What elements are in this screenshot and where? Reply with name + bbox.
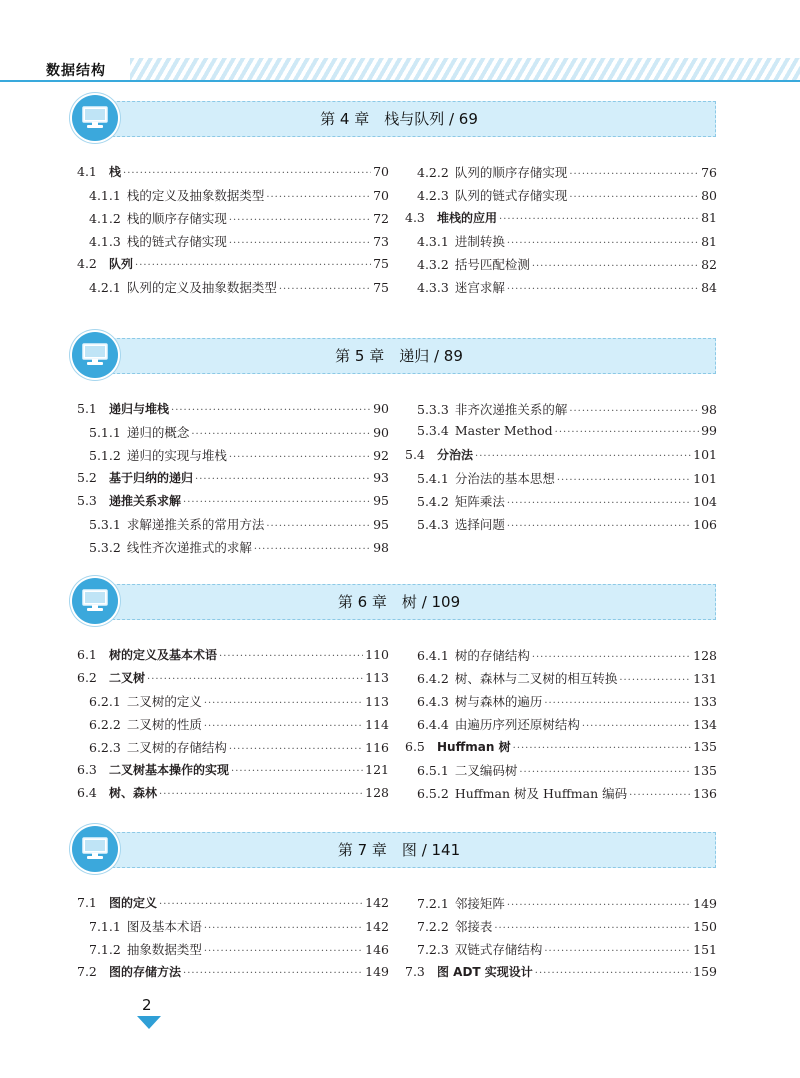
section-title: 邻接表 bbox=[454, 919, 493, 934]
dot-leader bbox=[135, 260, 371, 271]
section-title: 图的存储方法 bbox=[109, 965, 182, 979]
chapter-title: 第 6 章 树 / 109 bbox=[337, 593, 461, 611]
toc-entry[interactable] bbox=[77, 163, 389, 183]
section-title: 迷宫求解 bbox=[454, 280, 505, 295]
section-number: 6.2.3 bbox=[89, 740, 121, 755]
section-number: 7.2.2 bbox=[417, 919, 449, 934]
page-ref: 92 bbox=[373, 448, 389, 463]
page-ref: 81 bbox=[701, 210, 717, 225]
running-header bbox=[0, 58, 800, 84]
monitor-icon bbox=[72, 95, 118, 141]
page-ref: 90 bbox=[373, 401, 389, 416]
toc-entry[interactable] bbox=[405, 446, 717, 466]
dot-leader bbox=[569, 406, 699, 417]
chapter-banner bbox=[72, 578, 720, 624]
section-title: 二叉编码树 bbox=[454, 763, 518, 778]
section-title: 递推关系求解 bbox=[109, 494, 182, 508]
toc-entry[interactable] bbox=[417, 784, 717, 804]
section-number: 4.2 bbox=[77, 256, 97, 271]
toc-entry[interactable] bbox=[77, 469, 389, 489]
toc-entry[interactable] bbox=[89, 446, 389, 466]
page-ref: 133 bbox=[693, 694, 717, 709]
section-title: 由遍历序列还原树结构 bbox=[454, 717, 580, 732]
page-ref: 151 bbox=[693, 942, 717, 957]
page-ref: 113 bbox=[365, 670, 389, 685]
section-title: 进制转换 bbox=[454, 234, 505, 249]
page-ref: 131 bbox=[693, 671, 717, 686]
toc-entry[interactable] bbox=[89, 186, 389, 206]
page-ref: 70 bbox=[373, 164, 389, 179]
section-title: 非齐次递推关系的解 bbox=[454, 402, 568, 417]
section-number: 5.4 bbox=[405, 447, 425, 462]
toc-entry[interactable] bbox=[89, 738, 389, 758]
dot-leader bbox=[494, 923, 691, 934]
page-ref: 101 bbox=[693, 447, 717, 462]
section-title: 二叉树的定义 bbox=[126, 694, 202, 709]
section-title: 邻接矩阵 bbox=[454, 896, 505, 911]
monitor-icon bbox=[72, 332, 118, 378]
section-title: 括号匹配检测 bbox=[454, 257, 530, 272]
section-number: 7.1 bbox=[77, 895, 97, 910]
section-number: 6.5 bbox=[405, 739, 425, 754]
toc-entry[interactable] bbox=[77, 255, 389, 275]
toc-entry[interactable] bbox=[417, 940, 717, 960]
toc-entry[interactable] bbox=[417, 894, 717, 914]
page-ref: 101 bbox=[693, 471, 717, 486]
section-title: Master Method bbox=[454, 423, 553, 438]
dot-leader bbox=[123, 168, 371, 179]
book-title: 数据结构 bbox=[46, 63, 106, 79]
section-title: 二叉树 bbox=[109, 671, 146, 685]
page-ref: 149 bbox=[365, 964, 389, 979]
section-number: 5.3.2 bbox=[89, 540, 121, 555]
section-number: 7.2 bbox=[77, 964, 97, 979]
toc-entry[interactable] bbox=[417, 423, 717, 443]
section-number: 5.3.4 bbox=[417, 423, 449, 438]
page-ref: 98 bbox=[373, 540, 389, 555]
section-title: 线性齐次递推式的求解 bbox=[126, 540, 252, 555]
toc-entry[interactable] bbox=[89, 715, 389, 735]
section-number: 7.3 bbox=[405, 964, 425, 979]
section-number: 6.1 bbox=[77, 647, 97, 662]
dot-leader bbox=[513, 743, 692, 754]
section-title: 树与森林的遍历 bbox=[454, 694, 543, 709]
section-number: 6.5.2 bbox=[417, 786, 449, 801]
toc-entry[interactable] bbox=[417, 186, 717, 206]
toc-entry[interactable] bbox=[417, 715, 717, 735]
page-ref: 95 bbox=[373, 493, 389, 508]
page-ref: 76 bbox=[701, 165, 717, 180]
section-number: 7.1.1 bbox=[89, 919, 121, 934]
page-ref: 106 bbox=[693, 517, 717, 532]
page-ref: 150 bbox=[693, 919, 717, 934]
toc-entry[interactable] bbox=[417, 400, 717, 420]
dot-leader bbox=[629, 790, 691, 801]
section-number: 6.4.3 bbox=[417, 694, 449, 709]
page-ref: 142 bbox=[365, 919, 389, 934]
section-title: Huffman 树 bbox=[437, 740, 511, 754]
toc-entry[interactable] bbox=[417, 761, 717, 781]
section-title: 双链式存储结构 bbox=[454, 942, 543, 957]
dot-leader bbox=[507, 238, 699, 249]
section-title: 递归的实现与堆栈 bbox=[126, 448, 227, 463]
page-ref: 80 bbox=[701, 188, 717, 203]
section-title: 树、森林 bbox=[109, 786, 158, 800]
dot-leader bbox=[569, 192, 699, 203]
dot-leader bbox=[507, 521, 691, 532]
toc-entry[interactable] bbox=[89, 940, 389, 960]
dot-leader bbox=[535, 968, 691, 979]
dot-leader bbox=[507, 284, 699, 295]
section-title: 栈的顺序存储实现 bbox=[126, 211, 227, 226]
dot-leader bbox=[219, 651, 363, 662]
section-number: 4.2.2 bbox=[417, 165, 449, 180]
dot-leader bbox=[204, 923, 363, 934]
page-ref: 72 bbox=[373, 211, 389, 226]
section-number: 6.2 bbox=[77, 670, 97, 685]
section-number: 5.4.1 bbox=[417, 471, 449, 486]
dot-leader bbox=[183, 968, 363, 979]
dot-leader bbox=[191, 429, 371, 440]
section-number: 5.4.3 bbox=[417, 517, 449, 532]
section-number: 6.4.2 bbox=[417, 671, 449, 686]
monitor-icon bbox=[72, 578, 118, 624]
section-number: 4.3.3 bbox=[417, 280, 449, 295]
section-number: 4.3 bbox=[405, 210, 425, 225]
toc-entry[interactable] bbox=[89, 278, 389, 298]
section-title: 二叉树的存储结构 bbox=[126, 740, 227, 755]
dot-leader bbox=[544, 698, 691, 709]
toc-entry[interactable] bbox=[417, 163, 717, 183]
toc-entry[interactable] bbox=[77, 669, 389, 689]
toc-entry[interactable] bbox=[77, 646, 389, 666]
toc-entry[interactable] bbox=[417, 917, 717, 937]
dot-leader bbox=[229, 744, 363, 755]
toc-entry[interactable] bbox=[417, 515, 717, 535]
section-title: 递归的概念 bbox=[126, 425, 190, 440]
section-title: 选择问题 bbox=[454, 517, 505, 532]
section-title: 图及基本术语 bbox=[126, 919, 202, 934]
page-ref: 99 bbox=[701, 423, 717, 438]
dot-leader bbox=[147, 674, 363, 685]
toc-entry[interactable] bbox=[77, 963, 389, 983]
toc-entry[interactable] bbox=[77, 400, 389, 420]
toc-entry[interactable] bbox=[77, 784, 389, 804]
dot-leader bbox=[557, 475, 691, 486]
dot-leader bbox=[231, 766, 363, 777]
section-title: 树、森林与二叉树的相互转换 bbox=[454, 671, 618, 686]
page-ref: 75 bbox=[373, 256, 389, 271]
chapter-title: 第 5 章 递归 / 89 bbox=[335, 347, 463, 365]
section-number: 4.1.1 bbox=[89, 188, 121, 203]
dot-leader bbox=[544, 946, 691, 957]
dot-leader bbox=[619, 675, 691, 686]
section-number: 5.1.1 bbox=[89, 425, 121, 440]
chapter-banner bbox=[72, 332, 720, 378]
page-ref: 75 bbox=[373, 280, 389, 295]
dot-leader bbox=[519, 767, 691, 778]
section-number: 5.1 bbox=[77, 401, 97, 416]
section-number: 5.3 bbox=[77, 493, 97, 508]
toc-entry[interactable] bbox=[417, 278, 717, 298]
section-title: 队列的链式存储实现 bbox=[454, 188, 568, 203]
toc-entry[interactable] bbox=[89, 538, 389, 558]
section-title: 树的定义及基本术语 bbox=[109, 648, 218, 662]
dot-leader bbox=[532, 652, 691, 663]
page-ref: 135 bbox=[693, 763, 717, 778]
section-number: 6.4.4 bbox=[417, 717, 449, 732]
page-ref: 128 bbox=[365, 785, 389, 800]
dot-leader bbox=[229, 238, 371, 249]
dot-leader bbox=[569, 169, 699, 180]
section-title: 栈的链式存储实现 bbox=[126, 234, 227, 249]
page-ref: 93 bbox=[373, 470, 389, 485]
toc-entry[interactable] bbox=[405, 963, 717, 983]
dot-leader bbox=[183, 497, 371, 508]
section-number: 7.1.2 bbox=[89, 942, 121, 957]
section-title: 图的定义 bbox=[109, 896, 158, 910]
section-title: 二叉树基本操作的实现 bbox=[109, 763, 230, 777]
toc-entry[interactable] bbox=[89, 232, 389, 252]
toc-entry[interactable] bbox=[417, 646, 717, 666]
section-title: 抽象数据类型 bbox=[126, 942, 202, 957]
section-number: 4.1.3 bbox=[89, 234, 121, 249]
section-title: 队列的顺序存储实现 bbox=[454, 165, 568, 180]
dot-leader bbox=[171, 405, 371, 416]
toc-entry[interactable] bbox=[89, 917, 389, 937]
chapter-title: 第 7 章 图 / 141 bbox=[337, 841, 461, 859]
section-number: 4.2.3 bbox=[417, 188, 449, 203]
section-number: 6.2.2 bbox=[89, 717, 121, 732]
section-number: 4.3.2 bbox=[417, 257, 449, 272]
section-number: 6.5.1 bbox=[417, 763, 449, 778]
toc-entry[interactable] bbox=[89, 423, 389, 443]
page-ref: 73 bbox=[373, 234, 389, 249]
dot-leader bbox=[204, 946, 363, 957]
dot-leader bbox=[532, 261, 699, 272]
dot-leader bbox=[507, 900, 691, 911]
section-number: 6.2.1 bbox=[89, 694, 121, 709]
dot-leader bbox=[475, 451, 691, 462]
section-number: 5.3.1 bbox=[89, 517, 121, 532]
page-ref: 110 bbox=[365, 647, 389, 662]
toc-entry[interactable] bbox=[417, 469, 717, 489]
page-ref: 134 bbox=[693, 717, 717, 732]
chapter-banner bbox=[72, 826, 720, 872]
toc-entry[interactable] bbox=[417, 669, 717, 689]
section-title: 队列 bbox=[109, 257, 134, 271]
toc-entry[interactable] bbox=[405, 738, 717, 758]
page-ref: 146 bbox=[365, 942, 389, 957]
page-ref: 104 bbox=[693, 494, 717, 509]
chapter-banner bbox=[72, 95, 720, 141]
dot-leader bbox=[266, 192, 371, 203]
section-title: 栈 bbox=[109, 165, 122, 179]
page-ref: 142 bbox=[365, 895, 389, 910]
section-title: 队列的定义及抽象数据类型 bbox=[126, 280, 277, 295]
page-ref: 95 bbox=[373, 517, 389, 532]
section-number: 4.1.2 bbox=[89, 211, 121, 226]
section-title: Huffman 树及 Huffman 编码 bbox=[454, 786, 628, 801]
dot-leader bbox=[229, 452, 371, 463]
dot-leader bbox=[582, 721, 691, 732]
section-title: 基于归纳的递归 bbox=[109, 471, 194, 485]
page-ref: 84 bbox=[701, 280, 717, 295]
page-ref: 136 bbox=[693, 786, 717, 801]
page-ref: 135 bbox=[693, 739, 717, 754]
dot-leader bbox=[555, 427, 699, 438]
section-title: 分治法 bbox=[437, 448, 474, 462]
section-number: 6.3 bbox=[77, 762, 97, 777]
section-number: 5.1.2 bbox=[89, 448, 121, 463]
dot-leader bbox=[499, 214, 699, 225]
triangle-down-icon bbox=[137, 1016, 161, 1029]
dot-leader bbox=[159, 899, 363, 910]
header-rule bbox=[0, 80, 800, 82]
section-number: 4.1 bbox=[77, 164, 97, 179]
toc-entry[interactable] bbox=[417, 255, 717, 275]
toc-entry[interactable] bbox=[89, 515, 389, 535]
page-ref: 114 bbox=[365, 717, 389, 732]
dot-leader bbox=[229, 215, 371, 226]
toc-entry[interactable] bbox=[417, 232, 717, 252]
section-number: 5.4.2 bbox=[417, 494, 449, 509]
page-ref: 98 bbox=[701, 402, 717, 417]
section-title: 堆栈的应用 bbox=[437, 211, 498, 225]
page-ref: 159 bbox=[693, 964, 717, 979]
section-number: 4.2.1 bbox=[89, 280, 121, 295]
dot-leader bbox=[204, 721, 363, 732]
monitor-icon bbox=[72, 826, 118, 872]
section-number: 6.4.1 bbox=[417, 648, 449, 663]
page-ref: 81 bbox=[701, 234, 717, 249]
section-title: 求解递推关系的常用方法 bbox=[126, 517, 265, 532]
toc-entry[interactable] bbox=[77, 492, 389, 512]
section-number: 5.2 bbox=[77, 470, 97, 485]
toc-entry[interactable] bbox=[89, 692, 389, 712]
dot-leader bbox=[159, 789, 363, 800]
section-title: 矩阵乘法 bbox=[454, 494, 505, 509]
section-number: 7.2.3 bbox=[417, 942, 449, 957]
section-number: 6.4 bbox=[77, 785, 97, 800]
page-ref: 113 bbox=[365, 694, 389, 709]
toc-entry[interactable] bbox=[77, 761, 389, 781]
toc-entry[interactable] bbox=[417, 692, 717, 712]
section-title: 图 ADT 实现设计 bbox=[437, 965, 533, 979]
dot-leader bbox=[507, 498, 691, 509]
section-number: 4.3.1 bbox=[417, 234, 449, 249]
page-number: 2 bbox=[142, 996, 152, 1014]
page-ref: 128 bbox=[693, 648, 717, 663]
toc-entry[interactable] bbox=[89, 209, 389, 229]
page-ref: 70 bbox=[373, 188, 389, 203]
page-ref: 116 bbox=[365, 740, 389, 755]
toc-entry[interactable] bbox=[417, 492, 717, 512]
page-ref: 149 bbox=[693, 896, 717, 911]
dot-leader bbox=[279, 284, 371, 295]
section-title: 递归与堆栈 bbox=[109, 402, 170, 416]
section-title: 树的存储结构 bbox=[454, 648, 530, 663]
dot-leader bbox=[266, 521, 371, 532]
header-stripes bbox=[130, 58, 800, 80]
page-ref: 90 bbox=[373, 425, 389, 440]
section-number: 7.2.1 bbox=[417, 896, 449, 911]
toc-entry[interactable] bbox=[405, 209, 717, 229]
dot-leader bbox=[204, 698, 363, 709]
page-ref: 121 bbox=[365, 762, 389, 777]
page-ref: 82 bbox=[701, 257, 717, 272]
dot-leader bbox=[254, 544, 371, 555]
toc-entry[interactable] bbox=[77, 894, 389, 914]
dot-leader bbox=[195, 474, 371, 485]
section-number: 5.3.3 bbox=[417, 402, 449, 417]
section-title: 二叉树的性质 bbox=[126, 717, 202, 732]
section-title: 栈的定义及抽象数据类型 bbox=[126, 188, 265, 203]
chapter-title: 第 4 章 栈与队列 / 69 bbox=[320, 110, 478, 128]
section-title: 分治法的基本思想 bbox=[454, 471, 555, 486]
